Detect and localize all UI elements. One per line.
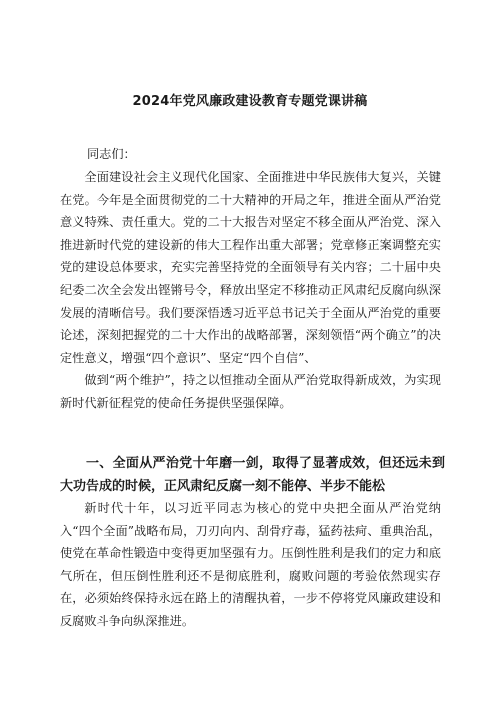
body-section-1 bbox=[60, 497, 441, 633]
salutation: 同志们： bbox=[87, 147, 136, 161]
body-section-intro bbox=[60, 166, 441, 415]
paragraph-conclusion: 做到“两个维护”，持之以恒推动全面从严治党取得新成效，为实现新时代新征程党的使命任务提供坚强保障。 bbox=[60, 373, 441, 410]
paragraph-intro: 全面建设社会主义现代化国家、全面推进中华民族伟大复兴，关键在党。今年是全面贯彻党的二十大精神的开局之年，推进全面从严治党意义特殊、责任重大。党的二十大报告对坚定不移全面从严治党、深入推进新时代党的建设新的伟大工程作出重大部署；党章修正案调整充实党的建设总体要求，充实完善坚持党的全面领导有关内容；二十届中央纪委二次全会发出铿锵号令，释放出坚定不移推动正风肃纪反腐向纵深发展的清晰信号。我们要深悟透习近平总书记关于全面从严治党的重要论述，深刻把握党的二十大作出的战略部署，深刻领悟“两个确立”的决定性意义，增强“四个意识”、坚定“四个自信”、 bbox=[60, 170, 441, 365]
section-heading-1: 一、全面从严治党十年磨一剑，取得了显著成效，但还远未到大功告成的时候，正风肃纪反腐一刻不能停、半步不能松 bbox=[60, 456, 445, 494]
document-title: 2024年党风廉政建设教育专题党课讲稿 bbox=[132, 94, 368, 109]
paragraph-section-1: 新时代十年，以习近平同志为核心的党中央把全面从严治党纳入“四个全面”战略布局，刀刃向内、刮骨疗毒，猛药祛疴、重典治乱，使党在革命性锻造中变得更加坚强有力。压倒性胜利是我们的定力和底气所在，但压倒性胜利还不是彻底胜利，腐败问题的考验依然现实存在，必须始终保持永远在路上的清醒执着，一步不停将党风廉政建设和反腐败斗争向纵深推进。 bbox=[60, 501, 441, 628]
